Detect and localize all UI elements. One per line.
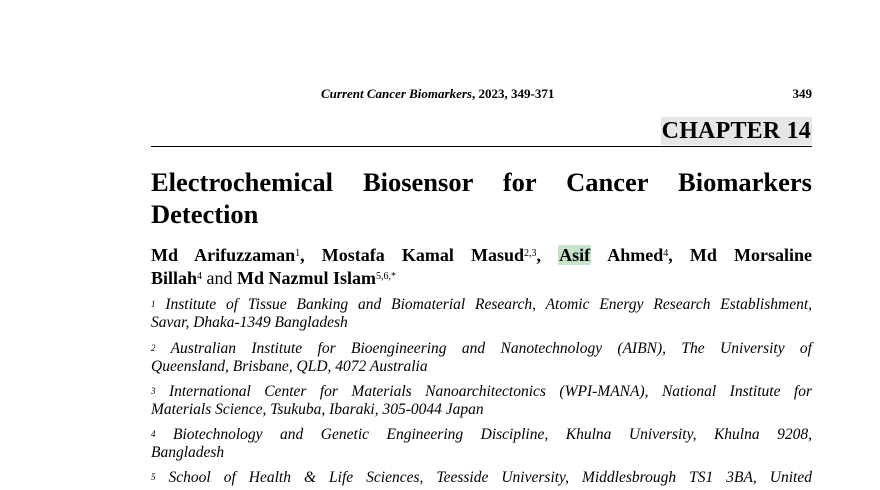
author-name: Md Nazmul Islam	[237, 268, 377, 288]
affiliation-number: 1	[151, 299, 156, 309]
affiliation-number: 5	[151, 472, 156, 482]
affiliation-text: School of Health & Life Sciences, Teesside University, Middlesbrough TS1 3BA, United	[168, 469, 812, 486]
journal-name: Current Cancer Biomarkers	[321, 86, 472, 101]
author-affiliation-ref: 4	[197, 271, 203, 282]
affiliation-text: Materials Science, Tsukuba, Ibaraki, 305-0044 Japan	[151, 401, 484, 418]
affiliation-number: 3	[151, 386, 156, 396]
author-affiliation-ref: 4	[663, 248, 669, 259]
affiliation-4	[151, 426, 812, 462]
affiliation-text: Bangladesh	[151, 444, 225, 461]
affiliation-text: Institute of Tissue Banking and Biomaterial Research, Atomic Energy Research Establishment,	[165, 296, 813, 313]
author-name: Billah	[151, 268, 198, 288]
affiliation-text: International Center for Materials Nanoarchitectonics (WPI-MANA), National Institute for	[168, 383, 813, 400]
author-affiliation-ref: 2,3	[523, 248, 537, 259]
chapter-title	[151, 166, 812, 230]
affiliation-text: Savar, Dhaka-1349 Bangladesh	[151, 314, 348, 331]
author-affiliation-ref: 5,6,*	[376, 271, 397, 282]
affiliation-text: Australian Institute for Bioengineering and Nanotechnology (AIBN), The University of	[170, 340, 812, 357]
authors-line-2	[151, 267, 812, 290]
affiliation-number: 2	[151, 343, 156, 353]
affiliation-text: Queensland, Brisbane, QLD, 4072 Australia	[151, 358, 428, 375]
citation-details: , 2023, 349-371	[471, 86, 555, 101]
affiliation-number: 4	[151, 429, 156, 439]
author-affiliation-ref: 1	[295, 248, 301, 259]
affiliation-5	[151, 469, 812, 487]
author-name: Mostafa Kamal Masud	[321, 245, 524, 265]
page-number: 349	[792, 86, 812, 101]
chapter-label: CHAPTER 14	[661, 118, 811, 144]
journal-citation	[321, 86, 554, 102]
affiliation-1	[151, 296, 812, 332]
highlighted-text[interactable]: Asif	[559, 245, 591, 265]
author-name: Ahmed	[591, 245, 664, 265]
authors-line-1: Md Arifuzzaman$^1$, Mostafa Kamal Masud$^{2,3}$, Asif Ahmed$^4$, Md Morsaline	[151, 245, 812, 265]
header-divider	[151, 146, 812, 147]
title-line-1: Electrochemical Biosensor for Cancer Biomarkers	[151, 167, 812, 197]
affiliation-3	[151, 383, 812, 419]
document-page	[151, 0, 812, 490]
author-conjunction: and	[202, 268, 238, 288]
affiliation-2	[151, 340, 812, 376]
author-name: Md Arifuzzaman	[151, 245, 296, 265]
author-list	[151, 244, 812, 290]
title-line-2: Detection	[151, 199, 259, 229]
affiliation-text: Biotechnology and Genetic Engineering Discipline, Khulna University, Khulna 9208,	[173, 426, 813, 443]
author-name: Md Morsaline	[689, 245, 812, 265]
